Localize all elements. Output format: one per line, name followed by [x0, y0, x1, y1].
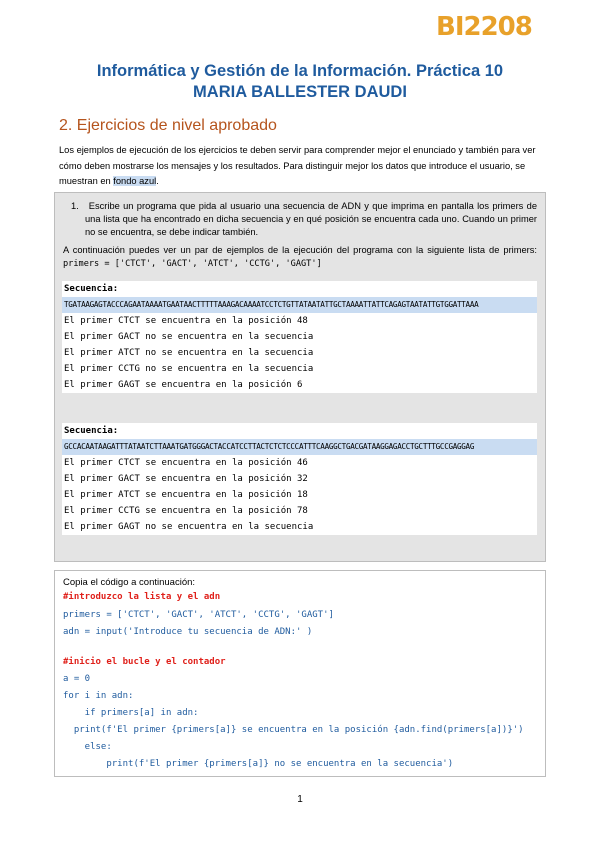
- example-output-2: [62, 423, 537, 535]
- result-line: El primer GAGT no se encuentra en la secuencia: [64, 522, 314, 532]
- author-name: MARIA BALLESTER DAUDI: [193, 83, 407, 101]
- code-line: primers = ['CTCT', 'GACT', 'ATCT', 'CCTG', 'GAGT']: [63, 610, 334, 620]
- result-line: El primer ATCT se encuentra en la posición 18: [64, 490, 308, 500]
- code-comment: #inicio el bucle y el contador: [63, 657, 226, 667]
- input-sequence: TGATAAGAGTACCCAGAATAAAATGAATAACTTTTTAAAGACAAAATCCTCTGTTATAATATTGCTAAAATTATTCAGAGTAATATTGTGGATTAAA: [62, 297, 537, 313]
- code-line: print(f'El primer {primers[a]} se encuentra en la posición {adn.find(primers[a])}'): [63, 725, 524, 735]
- code-line: adn = input('Introduce tu secuencia de ADN:' ): [63, 627, 313, 637]
- input-sequence: GCCACAATAAGATTTATAATCTTAAATGATGGGACTACCATCCTTACTCTCTCCCATTTCAAGGCTGACGATAAGGAGACCTGCTTTGCCGAGGAG: [62, 439, 537, 455]
- example-output-1: [62, 281, 537, 393]
- intro-end: .: [156, 176, 159, 186]
- result-line: El primer CTCT se encuentra en la posición 48: [64, 316, 308, 326]
- code-label: Copia el código a continuación:: [63, 577, 196, 588]
- sequence-label: Secuencia:: [64, 426, 119, 436]
- intro-paragraph: [59, 143, 545, 190]
- result-line: El primer GACT no se encuentra en la secuencia: [64, 332, 314, 342]
- result-line: El primer ATCT no se encuentra en la secuencia: [64, 348, 314, 358]
- section-heading: 2. Ejercicios de nivel aprobado: [59, 117, 277, 134]
- page-number: 1: [297, 794, 303, 805]
- bi2208-logo: [436, 10, 546, 50]
- primers-list: primers = ['CTCT', 'GACT', 'ATCT', 'CCTG', 'GAGT']: [63, 259, 322, 269]
- code-line: for i in adn:: [63, 691, 134, 701]
- result-line: El primer CTCT se encuentra en la posición 46: [64, 458, 308, 468]
- result-line: El primer CCTG no se encuentra en la secuencia: [64, 364, 314, 374]
- exercise-text: Escribe un programa que pida al usuario una secuencia de ADN y que imprima en pantalla los primers de una lista que ha encontrado en dicha secuencia y en qué posición se encuentra cada uno. Cuando un primer no se encuentra, se debe indicar también.: [85, 201, 537, 237]
- intro-text: Los ejemplos de ejecución de los ejercicios te deben servir para comprender mejor el enunciado y también para ver cómo deben mostrarse los mensajes y los resultados. Para distinguir mejor los datos que introduce el usuario, se muestran en: [59, 145, 536, 186]
- logo-text: BI2208: [436, 12, 532, 42]
- exercise-number: 1.: [71, 201, 79, 211]
- exercise-box: [54, 192, 546, 562]
- exercise-statement: [63, 200, 537, 239]
- result-line: El primer GACT se encuentra en la posición 32: [64, 474, 308, 484]
- result-line: El primer GAGT se encuentra en la posición 6: [64, 380, 303, 390]
- code-line: else:: [63, 742, 112, 752]
- code-line: print(f'El primer {primers[a]} no se encuentra en la secuencia'): [63, 759, 454, 769]
- code-line: if primers[a] in adn:: [63, 708, 199, 718]
- code-answer-box[interactable]: [54, 570, 546, 777]
- sequence-label: Secuencia:: [64, 284, 119, 294]
- continuation-paragraph: [63, 244, 537, 271]
- code-line: a = 0: [63, 674, 91, 684]
- continuation-text: A continuación puedes ver un par de ejemplos de la ejecución del programa con la siguiente lista de primers:: [63, 245, 537, 255]
- code-comment: #introduzco la lista y el adn: [63, 592, 221, 602]
- page-title: Informática y Gestión de la Información. Práctica 10: [96, 62, 504, 80]
- result-line: El primer CCTG se encuentra en la posición 78: [64, 506, 308, 516]
- intro-highlight: fondo azul: [113, 176, 157, 186]
